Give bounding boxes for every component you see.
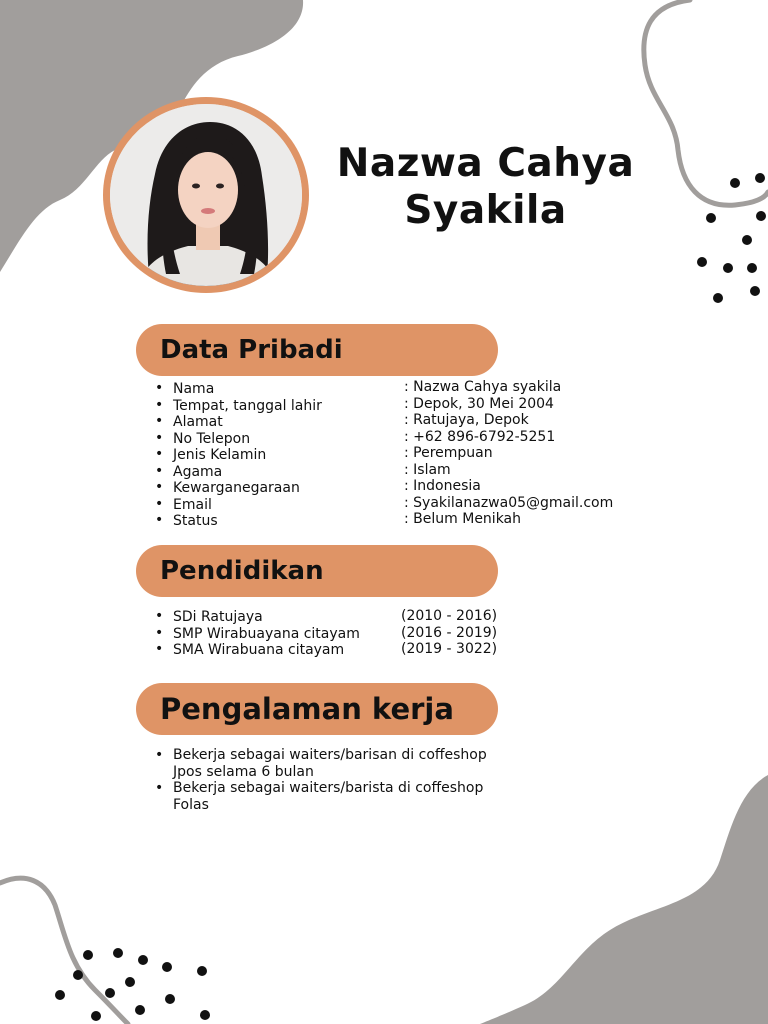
bullet-icon: • xyxy=(155,624,164,641)
list-item xyxy=(155,625,635,642)
list-item xyxy=(155,463,635,480)
avatar-illustration xyxy=(110,104,302,286)
field-label: No Telepon xyxy=(173,430,251,447)
field-label: Status xyxy=(173,513,218,529)
list-item xyxy=(155,780,515,813)
field-value: : Indonesia xyxy=(404,478,481,494)
field-value: : Ratujaya, Depok xyxy=(404,412,529,428)
bullet-icon: • xyxy=(155,747,164,763)
bullet-icon: • xyxy=(155,413,164,429)
list-item xyxy=(155,496,635,513)
field-label: Email xyxy=(173,496,212,513)
bullet-icon: • xyxy=(155,780,164,796)
bullet-icon: • xyxy=(155,512,164,528)
section-header-pengalaman-kerja xyxy=(136,683,498,735)
bullet-icon: • xyxy=(155,429,164,446)
field-value: : Perempuan xyxy=(404,445,493,461)
list-item xyxy=(155,479,635,496)
experience-text: Bekerja sebagai waiters/barisan di coffeshop Jpos selama 6 bulan xyxy=(173,747,487,780)
bullet-icon: • xyxy=(155,446,164,462)
bullet-icon: • xyxy=(155,608,164,624)
school-name: SMA Wirabuana citayam xyxy=(173,642,345,658)
field-value: : Depok, 30 Mei 2004 xyxy=(404,395,554,412)
list-item xyxy=(155,747,515,780)
bullet-icon: • xyxy=(155,641,164,657)
school-name: SDi Ratujaya xyxy=(173,609,263,625)
personal-data-list xyxy=(155,380,635,529)
list-item xyxy=(155,446,635,463)
field-value: : Nazwa Cahya syakila xyxy=(404,379,562,395)
section-header-data-pribadi xyxy=(136,324,498,376)
top-right-dots xyxy=(697,173,766,303)
school-years: (2016 - 2019) xyxy=(401,624,498,641)
profile-photo-ring xyxy=(103,97,309,293)
list-item xyxy=(155,608,635,625)
field-value: : +62 896-6792-5251 xyxy=(404,428,556,445)
section-header-pendidikan xyxy=(136,545,498,597)
work-experience-list xyxy=(155,747,515,813)
list-item xyxy=(155,397,635,414)
top-right-curve xyxy=(644,0,768,205)
bottom-right-blob xyxy=(480,775,768,1024)
section-title-pendidikan: Pendidikan xyxy=(160,556,324,586)
bottom-left-dots xyxy=(55,948,210,1021)
bullet-icon: • xyxy=(155,495,164,512)
bullet-icon: • xyxy=(155,462,164,479)
school-years: (2010 - 2016) xyxy=(401,608,498,624)
field-label: Tempat, tanggal lahir xyxy=(173,397,322,414)
field-label: Kewarganegaraan xyxy=(173,480,300,496)
field-value: : Islam xyxy=(404,461,451,478)
bullet-icon: • xyxy=(155,380,164,396)
list-item xyxy=(155,641,635,658)
school-years: (2019 - 3022) xyxy=(401,641,498,657)
education-list xyxy=(155,608,635,658)
field-label: Agama xyxy=(173,463,223,480)
field-label: Alamat xyxy=(173,414,223,430)
school-name: SMP Wirabuayana citayam xyxy=(173,625,360,642)
bottom-left-curve xyxy=(0,878,128,1024)
list-item xyxy=(155,430,635,447)
profile-photo xyxy=(110,104,302,286)
field-value: : Belum Menikah xyxy=(404,511,522,527)
experience-text: Bekerja sebagai waiters/barista di coffeshop Folas xyxy=(173,780,484,813)
profile-name: Nazwa Cahya Syakila xyxy=(336,141,635,233)
bullet-icon: • xyxy=(155,479,164,495)
bullet-icon: • xyxy=(155,396,164,413)
field-label: Nama xyxy=(173,381,215,397)
section-title-pengalaman-kerja: Pengalaman kerja xyxy=(160,692,454,726)
list-item xyxy=(155,413,635,430)
list-item xyxy=(155,512,635,529)
field-label: Jenis Kelamin xyxy=(173,447,267,463)
field-value: : Syakilanazwa05@gmail.com xyxy=(404,494,614,511)
section-title-data-pribadi: Data Pribadi xyxy=(160,335,343,365)
list-item xyxy=(155,380,635,397)
